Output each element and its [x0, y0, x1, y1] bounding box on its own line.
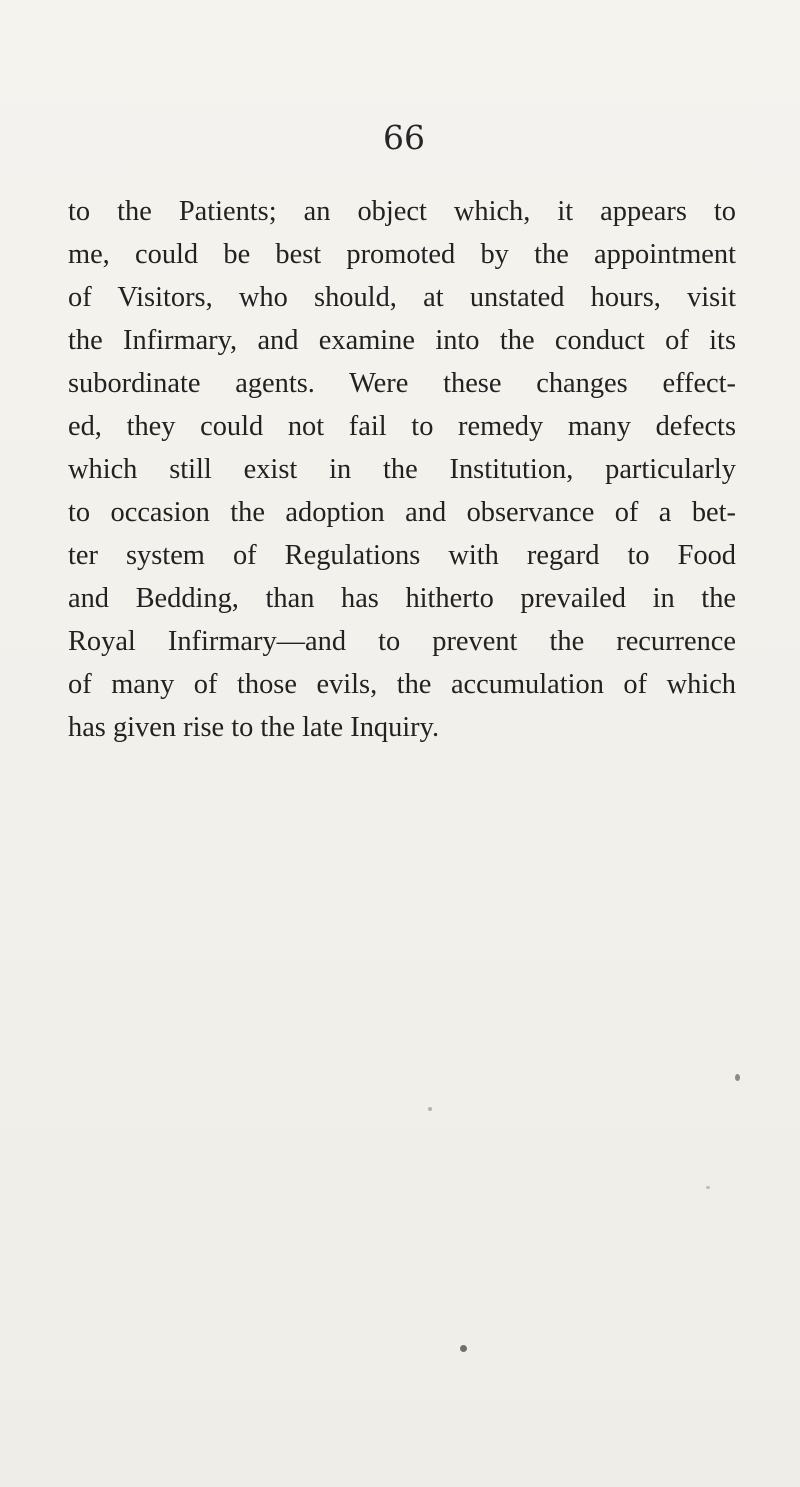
- text-line: Royal Infirmary—and to prevent the recurrence: [68, 626, 736, 657]
- text-line: of Visitors, who should, at unstated hours, visit: [68, 282, 736, 313]
- text-line: and Bedding, than has hitherto prevailed in the: [68, 583, 736, 614]
- paper-speck: [428, 1107, 432, 1111]
- text-line: of many of those evils, the accumulation of which: [68, 669, 736, 700]
- body-paragraph: [68, 190, 736, 749]
- text-line-last: has given rise to the late Inquiry.: [68, 712, 440, 743]
- text-line: to the Patients; an object which, it appears to: [68, 196, 736, 227]
- text-line: to occasion the adoption and observance of a bet-: [68, 497, 736, 528]
- paper-speck: [735, 1074, 740, 1081]
- text-line: which still exist in the Institution, particularly: [68, 454, 736, 485]
- text-line: ter system of Regulations with regard to Food: [68, 540, 736, 571]
- paper-speck: [460, 1345, 467, 1352]
- text-line: ed, they could not fail to remedy many defects: [68, 411, 736, 442]
- page-number: 66: [383, 118, 425, 157]
- paper-speck: [706, 1186, 710, 1189]
- text-line: me, could be best promoted by the appointment: [68, 239, 736, 270]
- text-line: the Infirmary, and examine into the conduct of its: [68, 325, 736, 356]
- text-line: subordinate agents. Were these changes effect-: [68, 368, 736, 399]
